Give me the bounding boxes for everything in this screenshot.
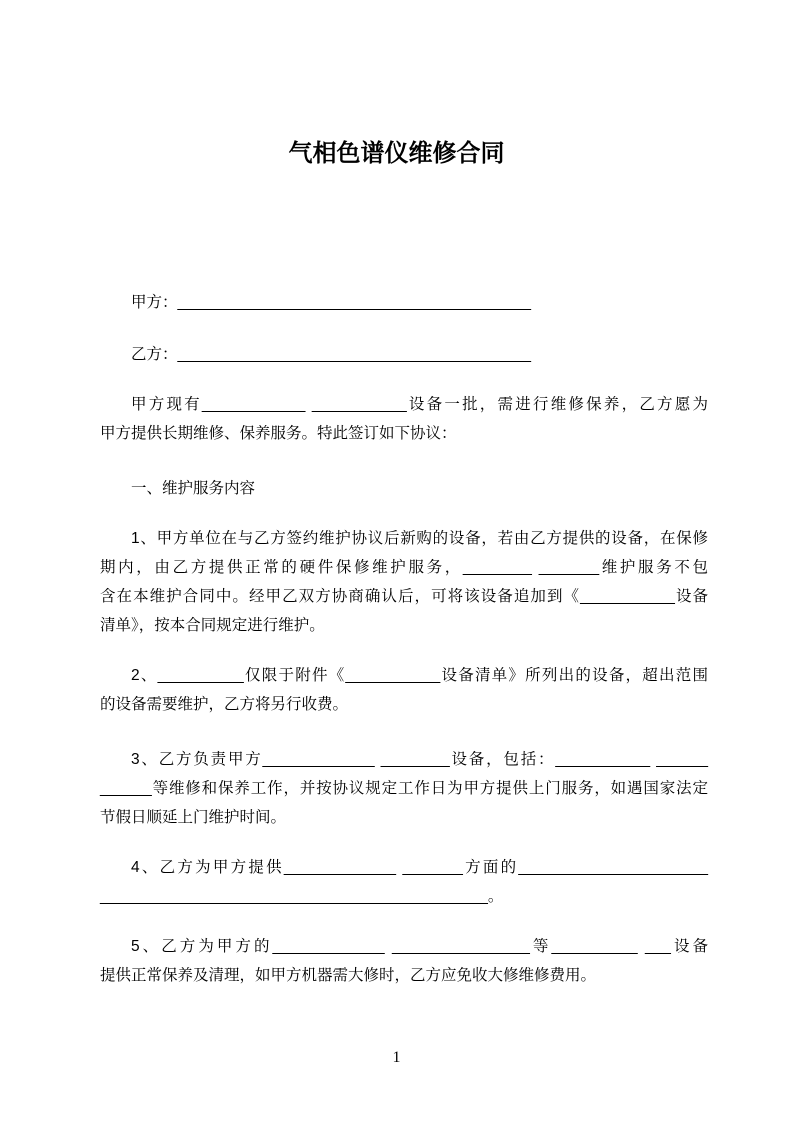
- clause-1-line-1: 1、甲方单位在与乙方签约维护协议后新购的设备，若由乙方提供的设备，在保修: [131, 530, 708, 547]
- clause-5: [100, 932, 708, 990]
- clause-3-line-2: ______等维修和保养工作，并按协议规定工作日为甲方提供上门服务，如遇国家法定: [100, 780, 708, 797]
- clause-4-line-2: _____________________________________________。: [100, 888, 504, 905]
- clause-4-line-1: 4、乙方为甲方提供_____________ _______方面的______________________: [131, 859, 708, 876]
- clause-4: [100, 853, 708, 911]
- clause-1-line-3: 含在本维护合同中。经甲乙双方协商确认后，可将该设备追加到《___________设备: [100, 588, 708, 605]
- section-heading: 一、维护服务内容: [131, 480, 256, 497]
- page-number: 1: [392, 1049, 401, 1066]
- clause-1-line-2: 期内，由乙方提供正常的硬件保修维护服务，________ _______维护服务不包: [100, 559, 708, 576]
- clause-2-line-2: 的设备需要维护，乙方将另行收费。: [100, 696, 349, 713]
- party-a-line: 甲方：_________________________________________: [131, 294, 531, 311]
- clause-2-line-1: 2、__________仅限于附件《___________设备清单》所列出的设备，超出范围: [131, 667, 708, 684]
- clause-1-line-4: 清单》，按本合同规定进行维护。: [100, 617, 325, 634]
- clause-1: [100, 524, 708, 640]
- clause-5-line-1: 5、乙方为甲方的_____________ ________________等__________ ___设备: [131, 938, 708, 955]
- intro-line-2: 甲方提供长期维修、保养服务。特此签订如下协议：: [100, 425, 457, 442]
- party-b-line: 乙方：_________________________________________: [131, 346, 531, 363]
- document-title: 气相色谱仪维修合同: [288, 140, 505, 167]
- intro-paragraph: [100, 390, 708, 448]
- clause-5-line-2: 提供正常保养及清理，如甲方机器需大修时，乙方应免收大修维修费用。: [100, 967, 597, 984]
- document-body: [100, 0, 708, 990]
- clause-3-line-1: 3、乙方负责甲方_____________ ________设备，包括：___________ ______: [131, 751, 708, 768]
- intro-line-1: 甲方现有____________ ___________设备一批，需进行维修保养，乙方愿为: [131, 396, 708, 413]
- clause-3-line-3: 节假日顺延上门维护时间。: [100, 809, 287, 826]
- clause-2: [100, 661, 708, 719]
- clause-3: [100, 745, 708, 832]
